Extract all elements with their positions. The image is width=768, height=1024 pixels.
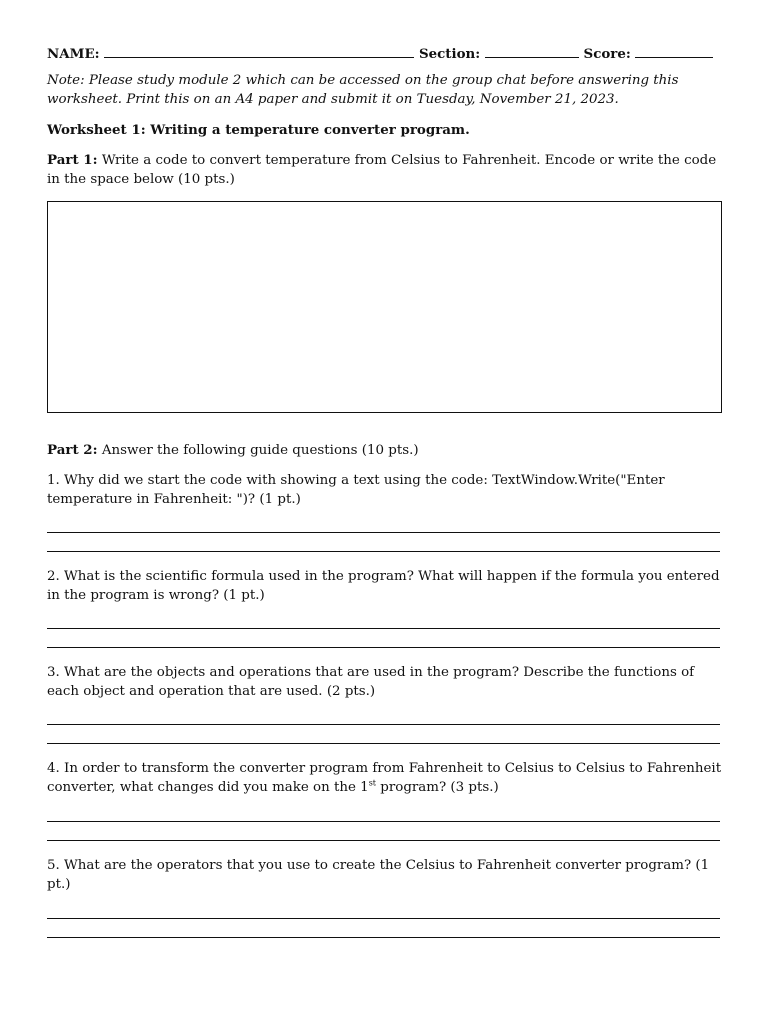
answer-line [47, 918, 720, 919]
ordinal-suffix: st [368, 778, 377, 788]
question-4-text: 4. In order to transform the converter program from Fahrenheit to Celsius to Celsius to Fahrenheit converter, what changes did you make on the 1 [47, 761, 722, 795]
part2-instructions [47, 441, 722, 461]
answer-line [47, 647, 720, 648]
answer-line [47, 532, 720, 533]
part2-text: Answer the following guide questions (10 pts.) [101, 443, 419, 458]
part1-instructions [47, 151, 722, 189]
answer-line [47, 551, 720, 552]
answer-line [47, 628, 720, 629]
question-5: 5. What are the operators that you use to create the Celsius to Fahrenheit converter program? (1 pt.) [47, 858, 710, 892]
answer-line [47, 724, 720, 725]
question-1: 1. Why did we start the code with showing a text using the code: TextWindow.Write("Enter temperature in Fahrenheit: ")? (1 pt.) [47, 473, 665, 507]
worksheet-page [47, 0, 722, 1024]
answer-line [47, 840, 720, 841]
name-label: NAME: [47, 46, 100, 62]
worksheet-title: Worksheet 1: Writing a temperature converter program. [47, 122, 470, 138]
score-label: Score: [583, 46, 631, 62]
instructions-note: Note: Please study module 2 which can be accessed on the group chat before answering this worksheet. Print this on an A4 paper and submit it on Tuesday, November 21, 2023. [47, 73, 679, 107]
question-3: 3. What are the objects and operations that are used in the program? Describe the functions of each object and operation that are used. (2 pts.) [47, 665, 695, 699]
part1-text: Write a code to convert temperature from Celsius to Fahrenheit. Encode or write the code in the space below (10 pts.) [47, 153, 717, 187]
answer-line [47, 937, 720, 938]
question-4-text-end: program? (3 pts.) [376, 779, 499, 795]
section-label: Section: [418, 46, 481, 62]
part2-label: Part 2: [47, 442, 98, 458]
question-4 [47, 760, 722, 797]
section-blank [485, 43, 579, 58]
code-answer-box [47, 201, 722, 413]
name-blank [104, 43, 414, 58]
question-2: 2. What is the scientific formula used in the program? What will happen if the formula you entered in the program is wrong? (1 pt.) [47, 569, 720, 603]
student-info-header [47, 43, 722, 63]
answer-line [47, 743, 720, 744]
score-blank [635, 43, 713, 58]
part1-label: Part 1: [47, 152, 98, 168]
answer-line [47, 821, 720, 822]
